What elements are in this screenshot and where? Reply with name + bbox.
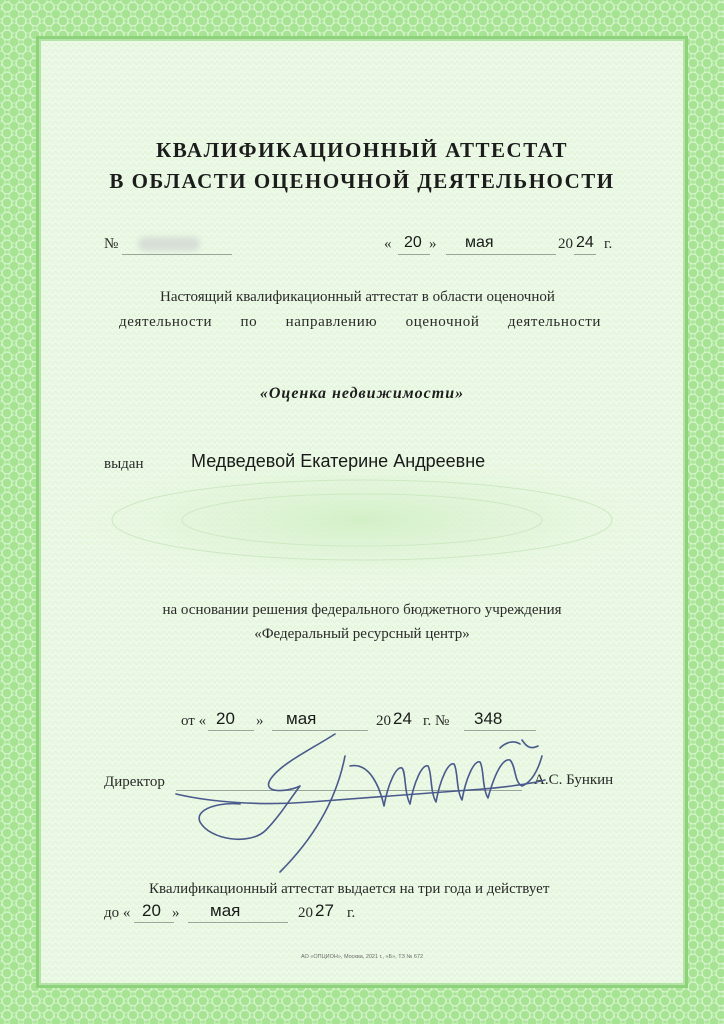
decision-quote-close: »: [256, 713, 264, 729]
issued-label: выдан: [104, 456, 144, 472]
decision-year-suffix: 24: [393, 709, 412, 728]
intro-line-1: Настоящий квалификационный аттестат в области оценочной: [160, 289, 555, 305]
day-underline: [398, 254, 430, 255]
certificate-date-month: мая: [465, 234, 494, 251]
certificate-date-day: 20: [404, 234, 422, 251]
director-title: Директор: [104, 774, 165, 790]
certificate-number-label: №: [104, 236, 119, 252]
date-quote-open: «: [384, 236, 392, 252]
recipient-name: Медведевой Екатерине Андреевне: [191, 451, 486, 471]
assessment-direction: «Оценка недвижимости»: [259, 385, 465, 402]
decision-year-prefix: 20: [376, 713, 391, 729]
director-signature: [170, 722, 560, 882]
validity-year-suffix: 27: [315, 901, 334, 920]
validity-quote-close: »: [172, 905, 180, 921]
decision-date-month: мая: [286, 709, 317, 728]
validity-day-underline: [134, 922, 174, 923]
validity-date-day: 20: [142, 901, 161, 920]
validity-text: Квалификационный аттестат выдается на три года и действует: [149, 881, 550, 897]
number-underline: [122, 254, 232, 255]
director-name: А.С. Бункин: [534, 772, 614, 788]
intro-line-2: деятельности по направлению оценочной деятельности: [119, 314, 601, 330]
month-underline: [446, 254, 556, 255]
certificate-year-suffix: 24: [576, 234, 594, 251]
validity-month-underline: [188, 922, 288, 923]
validity-date-month: мая: [210, 901, 241, 920]
basis-line-2: «Федеральный ресурсный центр»: [254, 626, 470, 642]
validity-year-prefix: 20: [298, 905, 313, 921]
decision-from-label: от «: [181, 713, 207, 729]
decision-number-label: г. №: [423, 713, 450, 729]
date-quote-close: »: [429, 236, 437, 252]
year-underline: [574, 254, 596, 255]
certificate-title-line-2: В ОБЛАСТИ ОЦЕНОЧНОЙ ДЕЯТЕЛЬНОСТИ: [109, 169, 615, 193]
redacted-certificate-number: [138, 237, 200, 251]
validity-year-unit: г.: [347, 905, 356, 921]
validity-until-label: до «: [104, 905, 131, 921]
decision-number: 348: [474, 709, 503, 728]
certificate-year-unit: г.: [604, 236, 613, 252]
certificate-title-line-1: КВАЛИФИКАЦИОННЫЙ АТТЕСТАТ: [156, 138, 568, 162]
printer-imprint: АО «ОПЦИОН», Москва, 2021 г., «Б», ТЗ № 672: [300, 954, 424, 960]
certificate-year-prefix: 20: [558, 236, 573, 252]
basis-line-1: на основании решения федерального бюджетного учреждения: [162, 602, 562, 618]
decision-date-day: 20: [216, 709, 235, 728]
